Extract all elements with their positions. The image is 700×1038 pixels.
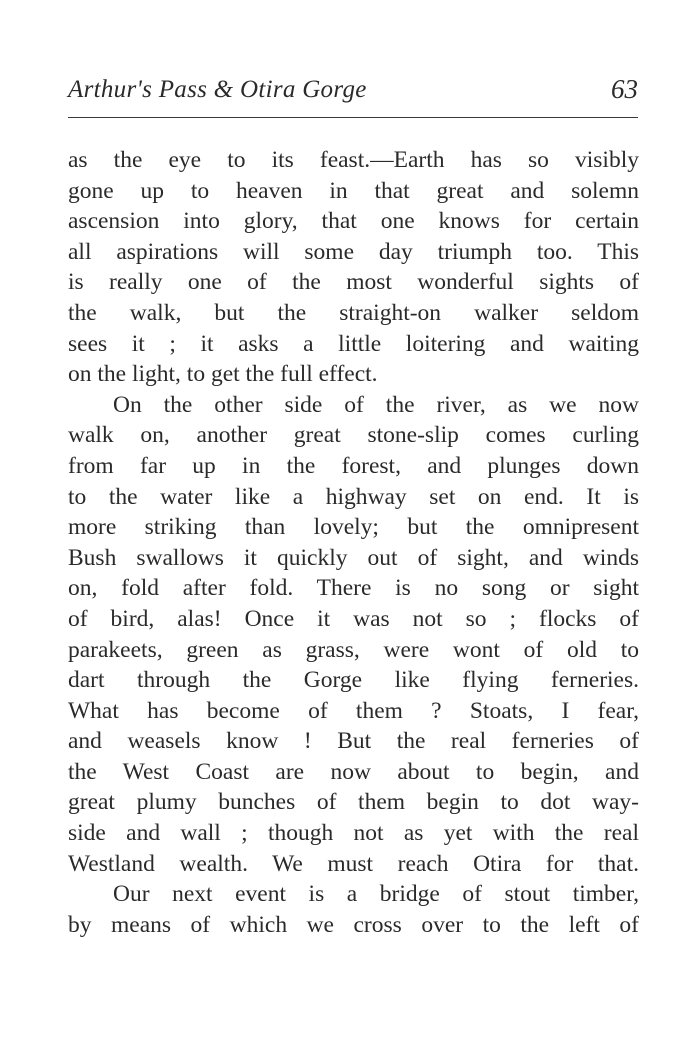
page-number: 63: [611, 74, 638, 104]
text-line: gone up to heaven in that great and solemn: [68, 177, 639, 204]
running-title: Arthur's Pass & Otira Gorge: [68, 76, 367, 103]
text-line: on, fold after fold. There is no song or sight: [68, 575, 639, 602]
text-line: Westland wealth. We must reach Otira for that.: [68, 850, 639, 877]
text-line: as the eye to its feast.—Earth has so visibly: [68, 147, 639, 173]
paragraph-first-line: Our next event is a bridge of stout timber,: [113, 881, 639, 908]
header-rule: [68, 117, 638, 118]
text-line: side and wall ; though not as yet with the real: [68, 820, 639, 847]
text-line: on the light, to get the full effect.: [68, 361, 378, 388]
text-line: to the water like a highway set on end. It is: [68, 483, 639, 510]
text-line: of bird, alas! Once it was not so ; flocks of: [68, 605, 639, 632]
text-line: great plumy bunches of them begin to dot way-: [68, 789, 639, 816]
text-line: parakeets, green as grass, were wont of old to: [68, 636, 639, 663]
text-line: walk on, another great stone-slip comes curling: [68, 422, 639, 449]
text-line: more striking than lovely; but the omnipresent: [68, 514, 639, 541]
text-line: ascension into glory, that one knows for certain: [68, 208, 639, 235]
text-line: sees it ; it asks a little loitering and waiting: [68, 330, 639, 357]
text-line: is really one of the most wonderful sights of: [68, 269, 639, 296]
body-text: [68, 145, 639, 940]
paragraph-first-line: On the other side of the river, as we now: [113, 391, 639, 418]
text-line: the walk, but the straight-on walker seldom: [68, 299, 639, 326]
text-line: the West Coast are now about to begin, and: [68, 758, 639, 785]
text-line: What has become of them ? Stoats, I fear,: [68, 697, 639, 724]
running-head: [68, 70, 638, 110]
text-line: Bush swallows it quickly out of sight, and winds: [68, 544, 639, 571]
text-line: and weasels know ! But the real ferneries of: [68, 728, 639, 755]
text-line: by means of which we cross over to the left of: [68, 911, 639, 938]
text-line: all aspirations will some day triumph too. This: [68, 238, 639, 265]
text-line: dart through the Gorge like flying ferneries.: [68, 667, 639, 694]
text-line: from far up in the forest, and plunges down: [68, 452, 639, 479]
